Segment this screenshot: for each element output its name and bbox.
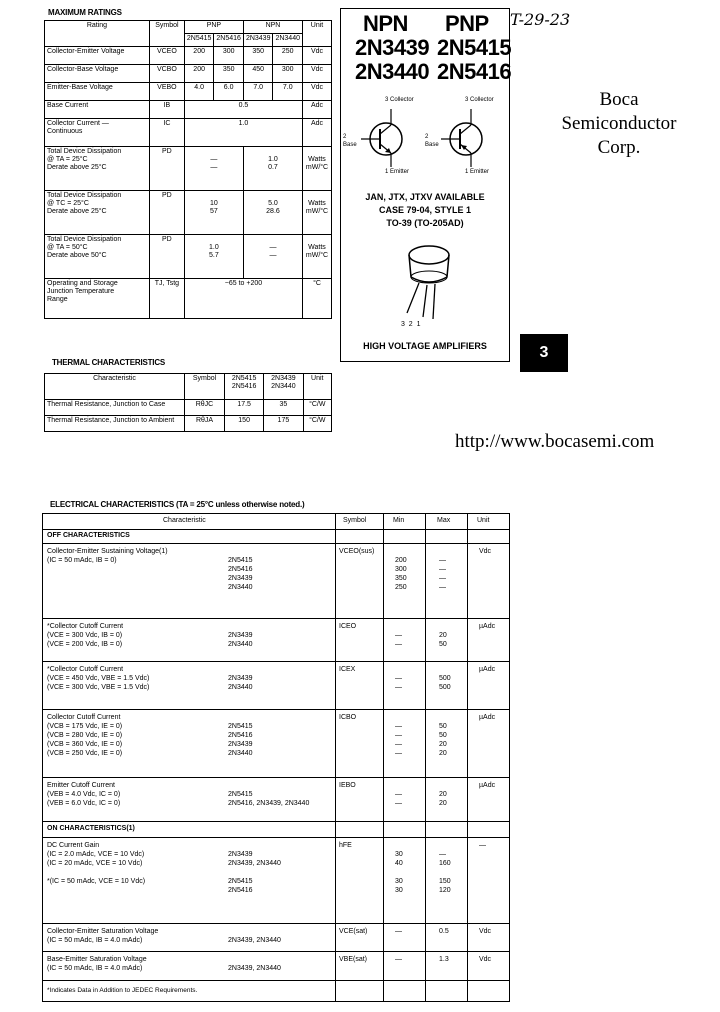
- thermal-value: 150: [225, 416, 264, 432]
- ec-unit: µAdc: [479, 666, 496, 673]
- ec-unit: µAdc: [479, 782, 496, 789]
- electrical-table: [42, 513, 510, 1002]
- rating-row: [45, 147, 332, 191]
- pnp-pin-base: 2 Base: [425, 134, 439, 148]
- rating-row: [45, 65, 332, 83]
- ec-max: 20 20: [439, 791, 447, 807]
- rating-unit: Watts mW/°C: [303, 147, 332, 191]
- ec-min: —: [395, 928, 402, 935]
- th-2n3439-2n3440: 2N3439 2N3440: [264, 374, 303, 400]
- rating-symbol: PD: [149, 147, 184, 191]
- rating-unit: Watts mW/°C: [303, 235, 332, 279]
- ec-symbol: ICEX: [339, 666, 356, 673]
- website-url[interactable]: http://www.bocasemi.com: [455, 431, 655, 452]
- ec-max: 1.3: [439, 956, 449, 963]
- rating-label: Collector-Base Voltage: [45, 65, 150, 83]
- pnp-pin-collector: 3 Collector: [465, 97, 494, 103]
- ec-header-unit: Unit: [477, 517, 490, 524]
- ec-header-min: Min: [393, 517, 405, 524]
- ec-parts: 2N5415 2N5416 2N3439 2N3440: [228, 723, 253, 757]
- ec-max: — 160 150 120: [439, 851, 451, 894]
- hdr-unit: Unit: [303, 21, 332, 47]
- ec-symbol: IEBO: [339, 782, 356, 789]
- rating-row: [45, 191, 332, 235]
- hdr-symbol: Symbol: [149, 21, 184, 47]
- ec-parts: 2N3439, 2N3440: [228, 937, 281, 944]
- ec-unit: —: [479, 842, 486, 849]
- rating-value: 0.5: [184, 101, 302, 119]
- hdr-2n3439: 2N3439: [243, 34, 273, 47]
- thermal-value: 35: [264, 400, 303, 416]
- rating-value: 7.0: [243, 83, 273, 101]
- footnote: *Indicates Data in Addition to JEDEC Requirements.: [47, 987, 198, 994]
- ec-symbol: ICEO: [339, 623, 357, 630]
- npn-pin-base: 2 Base: [343, 134, 357, 148]
- thermal-unit: °C/W: [303, 400, 331, 416]
- rating-symbol: IB: [149, 101, 184, 119]
- rating-row: [45, 83, 332, 101]
- hdr-2n5416: 2N5416: [214, 34, 244, 47]
- case-text: CASE 79-04, STYLE 1: [378, 205, 472, 215]
- ec-max: 50 50 20 20: [439, 723, 447, 757]
- ec-parts: 2N3439 2N3440: [228, 632, 253, 648]
- ec-max: — — — —: [439, 557, 446, 591]
- rating-value: 4.0: [184, 83, 214, 101]
- company-line-3: Corp.: [597, 137, 641, 158]
- ec-symbol: ICBO: [339, 714, 357, 721]
- rating-value: 1.0 5.7: [184, 235, 243, 279]
- on-characteristics-title: ON CHARACTERISTICS(1): [47, 825, 135, 832]
- pnp-label: PNP: [445, 11, 489, 36]
- rating-unit: Adc: [303, 101, 332, 119]
- npn-part-2: 2N3440: [355, 59, 430, 84]
- thermal-row: [45, 416, 332, 432]
- off-characteristics-title: OFF CHARACTERISTICS: [47, 532, 130, 539]
- rating-label: Total Device Dissipation @ TA = 50°C Derate above 50°C: [45, 235, 150, 279]
- npn-transistor-icon: [361, 105, 411, 169]
- rating-value: 200: [184, 47, 214, 65]
- ec-symbol: VCEO(sus): [339, 548, 375, 555]
- rating-unit: Adc: [303, 119, 332, 147]
- company-line-2: Semiconductor: [561, 113, 677, 134]
- ec-parts: 2N5415 2N5416, 2N3439, 2N3440: [228, 791, 310, 807]
- rating-label: Collector-Emitter Voltage: [45, 47, 150, 65]
- rating-value: 7.0: [273, 83, 303, 101]
- package-pin-numbers: 3 2 1: [401, 321, 421, 328]
- rating-label: Total Device Dissipation @ TA = 25°C Derate above 25°C: [45, 147, 150, 191]
- ec-min: 200 300 350 250: [395, 557, 407, 591]
- th-2n5415-2n5416: 2N5415 2N5416: [225, 374, 264, 400]
- ec-max: 0.5: [439, 928, 449, 935]
- rating-label: Collector Current — Continuous: [45, 119, 150, 147]
- thermal-symbol: RθJC: [185, 400, 225, 416]
- ec-char: Collector Cutoff Current (VCB = 175 Vdc, IE = 0) (VCB = 280 Vdc, IE = 0) (VCB = 360 Vdc, IE = 0) (VCB = 250 Vdc, IE = 0): [47, 714, 123, 757]
- rating-value: 1.0 0.7: [243, 147, 302, 191]
- rating-symbol: PD: [149, 191, 184, 235]
- ec-header-symbol: Symbol: [343, 517, 367, 524]
- ec-min: — —: [395, 632, 402, 648]
- thermal-unit: °C/W: [303, 416, 331, 432]
- rating-value: 300: [214, 47, 244, 65]
- rating-symbol: TJ, Tstg: [149, 279, 184, 319]
- ec-parts: 2N3439, 2N3440: [228, 965, 281, 972]
- rating-value: 450: [243, 65, 273, 83]
- pnp-transistor-icon: [441, 105, 491, 169]
- ec-char: DC Current Gain (IC = 2.0 mAdc, VCE = 10 Vdc) (IC = 20 mAdc, VCE = 10 Vdc) *(IC = 50 mAdc, VCE = 10 Vdc): [47, 842, 146, 885]
- rating-value: 6.0: [214, 83, 244, 101]
- thermal-row: [45, 400, 332, 416]
- application-text: HIGH VOLTAGE AMPLIFIERS: [363, 341, 487, 351]
- to39-package-icon: [393, 233, 463, 325]
- rating-row: [45, 235, 332, 279]
- ec-parts: 2N5415 2N5416 2N3439 2N3440: [228, 557, 253, 591]
- ec-min: — — — —: [395, 723, 402, 757]
- rating-value: 300: [273, 65, 303, 83]
- ec-unit: Vdc: [479, 928, 492, 935]
- rating-unit: Vdc: [303, 47, 332, 65]
- rating-symbol: VCEO: [149, 47, 184, 65]
- package-text: TO-39 (TO-205AD): [386, 218, 464, 228]
- rating-value: 10 57: [184, 191, 243, 235]
- npn-pin-collector: 3 Collector: [385, 97, 414, 103]
- th-characteristic: Characteristic: [45, 374, 185, 400]
- thermal-symbol: RθJA: [185, 416, 225, 432]
- ec-min: — —: [395, 791, 402, 807]
- ec-min: —: [395, 956, 402, 963]
- rating-row: [45, 101, 332, 119]
- availability-text: JAN, JTX, JTXV AVAILABLE: [365, 192, 485, 202]
- ec-symbol: VBE(sat): [339, 956, 368, 963]
- rating-value: 350: [243, 47, 273, 65]
- thermal-value: 175: [264, 416, 303, 432]
- pnp-part-2: 2N5416: [437, 59, 512, 84]
- rating-unit: Watts mW/°C: [303, 191, 332, 235]
- part-info-box: [340, 8, 510, 362]
- rating-symbol: VEBO: [149, 83, 184, 101]
- thermal-value: 17.5: [225, 400, 264, 416]
- pnp-part-1: 2N5415: [437, 35, 512, 60]
- company-name: [554, 88, 684, 160]
- thermal-title: THERMAL CHARACTERISTICS: [52, 358, 166, 367]
- hdr-group-npn: NPN: [243, 21, 302, 34]
- ec-max: 500 500: [439, 675, 451, 691]
- rating-value: — —: [184, 147, 243, 191]
- hdr-group-pnp: PNP: [184, 21, 243, 34]
- ec-symbol: hFE: [339, 842, 352, 849]
- rating-unit: Vdc: [303, 65, 332, 83]
- th-symbol: Symbol: [185, 374, 225, 400]
- ec-symbol: VCE(sat): [339, 928, 368, 935]
- electrical-title: ELECTRICAL CHARACTERISTICS (TA = 25°C unless otherwise noted.): [50, 500, 305, 509]
- rating-symbol: VCBO: [149, 65, 184, 83]
- handwritten-code: T-29-23: [510, 10, 571, 29]
- company-line-1: Boca: [599, 89, 639, 110]
- rating-value: −65 to +200: [184, 279, 302, 319]
- rating-value: 1.0: [184, 119, 302, 147]
- thermal-table: [44, 373, 332, 432]
- thermal-label: Thermal Resistance, Junction to Ambient: [45, 416, 185, 432]
- ec-min: — —: [395, 675, 402, 691]
- rating-value: 250: [273, 47, 303, 65]
- ec-unit: Vdc: [479, 956, 492, 963]
- rating-label: Operating and Storage Junction Temperature Range: [45, 279, 150, 319]
- th-unit: Unit: [303, 374, 331, 400]
- rating-value: — —: [243, 235, 302, 279]
- ec-max: 20 50: [439, 632, 447, 648]
- ec-char: Collector-Emitter Sustaining Voltage(1) (IC = 50 mAdc, IB = 0): [47, 548, 168, 564]
- ec-parts: 2N3439 2N3440: [228, 675, 253, 691]
- rating-label: Base Current: [45, 101, 150, 119]
- max-ratings-title: MAXIMUM RATINGS: [48, 8, 122, 17]
- ec-char: *Collector Cutoff Current (VCE = 450 Vdc, VBE = 1.5 Vdc) (VCE = 300 Vdc, VBE = 1.5 Vdc): [47, 666, 150, 691]
- page-tab: 3: [520, 334, 568, 372]
- ec-char: Collector-Emitter Saturation Voltage (IC = 50 mAdc, IB = 4.0 mAdc): [47, 928, 159, 944]
- npn-pin-emitter: 1 Emitter: [385, 169, 410, 175]
- rating-label: Emitter-Base Voltage: [45, 83, 150, 101]
- rating-label: Total Device Dissipation @ TC = 25°C Derate above 25°C: [45, 191, 150, 235]
- ec-header-max: Max: [437, 517, 451, 524]
- rating-symbol: IC: [149, 119, 184, 147]
- hdr-2n3440: 2N3440: [273, 34, 303, 47]
- rating-symbol: PD: [149, 235, 184, 279]
- ec-min: 30 40 30 30: [395, 851, 403, 894]
- npn-label: NPN: [363, 11, 408, 36]
- hdr-rating: Rating: [45, 21, 150, 47]
- rating-value: 350: [214, 65, 244, 83]
- thermal-label: Thermal Resistance, Junction to Case: [45, 400, 185, 416]
- ec-unit: µAdc: [479, 623, 496, 630]
- rating-value: 5.0 28.6: [243, 191, 302, 235]
- rating-row: [45, 119, 332, 147]
- ec-parts: 2N3439 2N3439, 2N3440 2N5415 2N5416: [228, 851, 281, 894]
- ec-unit: Vdc: [479, 548, 492, 555]
- ec-char: Emitter Cutoff Current (VEB = 4.0 Vdc, IC = 0) (VEB = 6.0 Vdc, IC = 0): [47, 782, 121, 807]
- rating-unit: Vdc: [303, 83, 332, 101]
- pnp-pin-emitter: 1 Emitter: [465, 169, 490, 175]
- hdr-2n5415: 2N5415: [184, 34, 214, 47]
- npn-part-1: 2N3439: [355, 35, 430, 60]
- ec-header-characteristic: Characteristic: [163, 517, 206, 524]
- rating-unit: °C: [303, 279, 332, 319]
- rating-value: 200: [184, 65, 214, 83]
- max-ratings-table: [44, 20, 332, 319]
- rating-row: [45, 47, 332, 65]
- rating-row: [45, 279, 332, 319]
- ec-char: Base-Emitter Saturation Voltage (IC = 50 mAdc, IB = 4.0 mAdc): [47, 956, 147, 972]
- ec-char: *Collector Cutoff Current (VCE = 300 Vdc, IB = 0) (VCE = 200 Vdc, IB = 0): [47, 623, 124, 648]
- ec-unit: µAdc: [479, 714, 496, 721]
